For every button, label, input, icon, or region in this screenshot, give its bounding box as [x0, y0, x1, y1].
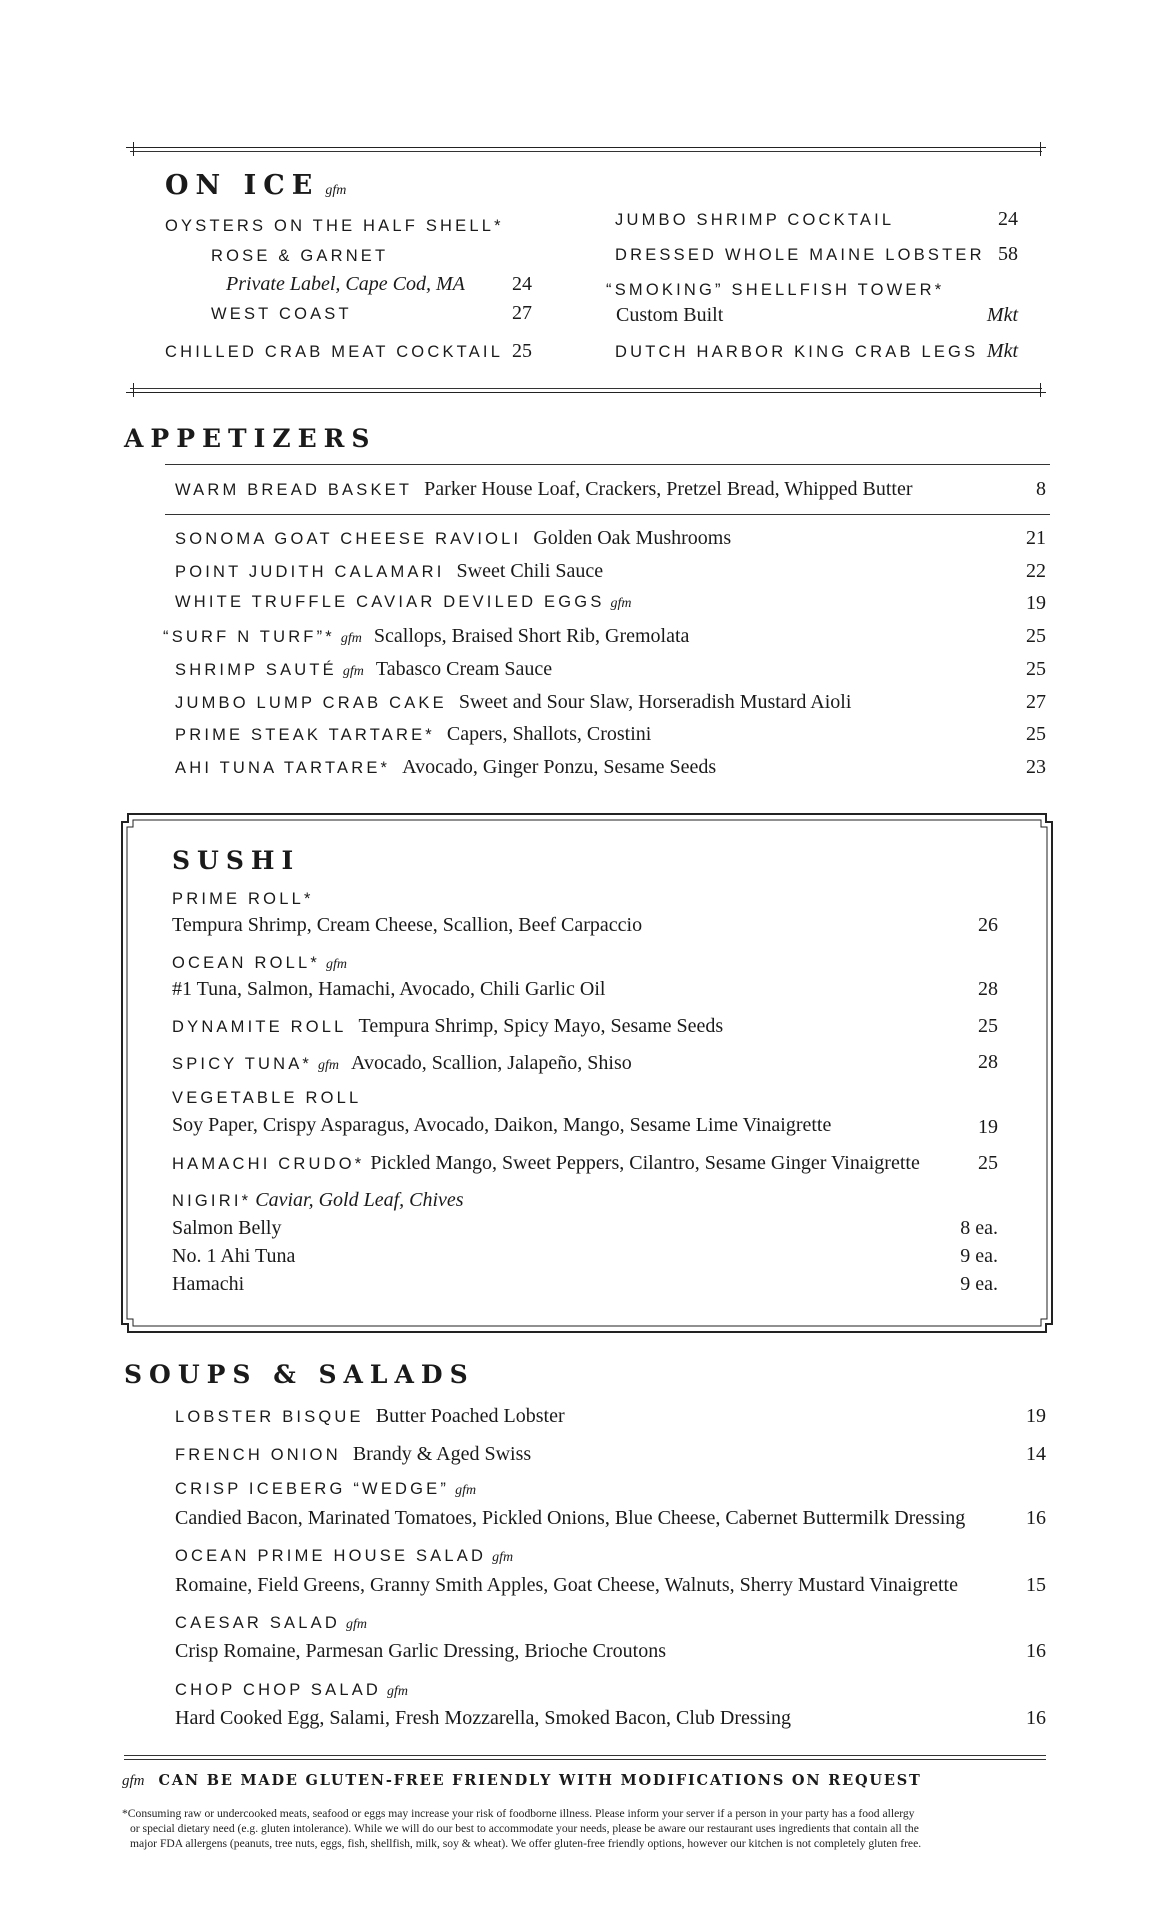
spicy-tuna-desc: Avocado, Scallion, Jalapeño, Shiso	[351, 1052, 632, 1074]
gfm-mark: gfm	[318, 1058, 340, 1073]
sushi-title: SUSHI	[172, 846, 301, 875]
chop-chop-name: CHOP CHOP SALAD	[175, 1681, 382, 1699]
vegetable-roll-desc: Soy Paper, Crispy Asparagus, Avocado, Daikon, Mango, Sesame Lime Vinaigrette	[172, 1114, 832, 1136]
bottom-rule-left-tick	[133, 383, 134, 397]
footer-rule-bottom	[124, 1759, 1046, 1760]
vegetable-roll-price: 19	[978, 1116, 998, 1138]
dynamite-roll-price: 25	[978, 1015, 998, 1037]
appetizer-desc: Sweet Chili Sauce	[456, 560, 604, 582]
maine-lobster-label: DRESSED WHOLE MAINE LOBSTER	[615, 246, 985, 264]
spicy-tuna-row	[172, 1052, 632, 1075]
appetizer-name: JUMBO LUMP CRAB CAKE	[175, 694, 447, 712]
top-rule-inner	[130, 151, 1042, 152]
appetizer-row	[175, 593, 632, 612]
chop-chop-row	[175, 1681, 408, 1700]
bread-basket-name: WARM BREAD BASKET	[175, 481, 413, 499]
nigiri-item-name: Hamachi	[172, 1273, 245, 1295]
gfm-mark: gfm	[122, 1773, 145, 1789]
hamachi-crudo-row	[172, 1152, 920, 1175]
house-salad-row	[175, 1547, 513, 1566]
house-salad-name: OCEAN PRIME HOUSE SALAD	[175, 1547, 487, 1565]
top-rule	[126, 147, 1046, 148]
bottom-rule-inner	[130, 388, 1042, 389]
appetizer-desc: Capers, Shallots, Crostini	[446, 723, 652, 745]
lobster-bisque-desc: Butter Poached Lobster	[375, 1405, 565, 1427]
soups-salads-title: SOUPS & SALADS	[124, 1360, 475, 1389]
appetizer-desc: Tabasco Cream Sauce	[375, 658, 553, 680]
bread-basket-price: 8	[1036, 478, 1046, 500]
gfm-mark: gfm	[325, 183, 347, 198]
appetizer-row	[175, 723, 651, 746]
hamachi-crudo-desc: Pickled Mango, Sweet Peppers, Cilantro, Sesame Ginger Vinaigrette	[370, 1152, 920, 1174]
appetizer-name: SHRIMP SAUTÉ	[175, 661, 337, 679]
wedge-price: 16	[1026, 1507, 1046, 1529]
top-rule-left-tick	[133, 142, 134, 156]
prime-roll-price: 26	[978, 914, 998, 936]
nigiri-name: NIGIRI*	[172, 1192, 252, 1210]
nigiri-item-price: 8 ea.	[960, 1217, 998, 1239]
bottom-rule	[126, 392, 1046, 393]
bottom-rule-right-tick	[1040, 383, 1041, 397]
caesar-price: 16	[1026, 1640, 1046, 1662]
house-salad-desc: Romaine, Field Greens, Granny Smith Apples, Goat Cheese, Walnuts, Sherry Mustard Vinaigrette	[175, 1574, 958, 1596]
dynamite-roll-row	[172, 1015, 723, 1038]
hamachi-crudo-price: 25	[978, 1152, 998, 1174]
appetizer-row	[175, 560, 603, 583]
west-coast-label: WEST COAST	[211, 305, 352, 323]
gfm-mark: gfm	[492, 1550, 514, 1565]
nigiri-desc: Caviar, Gold Leaf, Chives	[255, 1189, 464, 1211]
appetizers-rule-bottom	[165, 514, 1050, 515]
king-crab-price: Mkt	[986, 340, 1018, 362]
appetizer-desc: Scallops, Braised Short Rib, Gremolata	[373, 625, 690, 647]
appetizer-row	[175, 527, 731, 550]
prime-roll-name: PRIME ROLL*	[172, 890, 314, 908]
spicy-tuna-price: 28	[978, 1051, 998, 1073]
appetizer-price: 21	[1026, 527, 1046, 549]
appetizers-rule-top	[165, 464, 1050, 465]
ocean-roll-price: 28	[978, 978, 998, 1000]
appetizer-row	[163, 625, 689, 648]
appetizer-name: “SURF N TURF”*	[163, 628, 335, 646]
gfm-mark: gfm	[345, 1617, 367, 1632]
gluten-note-text: CAN BE MADE GLUTEN-FREE FRIENDLY WITH MODIFICATIONS ON REQUEST	[158, 1772, 922, 1789]
shellfish-tower-label: “SMOKING” SHELLFISH TOWER*	[606, 281, 945, 299]
appetizer-price: 22	[1026, 560, 1046, 582]
spicy-tuna-name: SPICY TUNA*	[172, 1055, 313, 1073]
appetizers-title: APPETIZERS	[124, 424, 377, 453]
disclaimer-line-1: *Consuming raw or undercooked meats, seafood or eggs may increase your risk of foodborne illness. Please inform your server if a person in your party has a food allergy	[122, 1807, 915, 1820]
dynamite-roll-desc: Tempura Shrimp, Spicy Mayo, Sesame Seeds	[358, 1015, 724, 1037]
rose-garnet-detail: Private Label, Cape Cod, MA	[226, 273, 465, 295]
shrimp-cocktail-price: 24	[998, 208, 1018, 230]
disclaimer	[122, 1806, 921, 1851]
shellfish-tower-detail: Custom Built	[616, 304, 724, 326]
ocean-roll-row	[172, 954, 347, 973]
on-ice-heading	[165, 170, 346, 201]
appetizer-price: 25	[1026, 658, 1046, 680]
king-crab-label: DUTCH HARBOR KING CRAB LEGS	[615, 343, 979, 361]
footer-rule-top	[124, 1755, 1046, 1756]
caesar-row	[175, 1614, 367, 1633]
gfm-mark: gfm	[342, 664, 364, 679]
appetizer-desc: Golden Oak Mushrooms	[533, 527, 732, 549]
lobster-bisque-row	[175, 1405, 565, 1428]
gluten-note	[122, 1772, 922, 1790]
chop-chop-desc: Hard Cooked Egg, Salami, Fresh Mozzarella, Smoked Bacon, Club Dressing	[175, 1707, 791, 1729]
vegetable-roll-name: VEGETABLE ROLL	[172, 1089, 362, 1107]
crab-meat-cocktail-price: 25	[512, 340, 532, 362]
wedge-row	[175, 1480, 476, 1499]
on-ice-title: ON ICE	[165, 170, 320, 201]
dynamite-roll-name: DYNAMITE ROLL	[172, 1018, 347, 1036]
lobster-bisque-price: 19	[1026, 1405, 1046, 1427]
appetizer-row	[175, 658, 552, 681]
chop-chop-price: 16	[1026, 1707, 1046, 1729]
appetizer-name: POINT JUDITH CALAMARI	[175, 563, 445, 581]
french-onion-desc: Brandy & Aged Swiss	[352, 1443, 532, 1465]
caesar-desc: Crisp Romaine, Parmesan Garlic Dressing, Brioche Croutons	[175, 1640, 667, 1662]
french-onion-name: FRENCH ONION	[175, 1446, 341, 1464]
ocean-roll-desc: #1 Tuna, Salmon, Hamachi, Avocado, Chili Garlic Oil	[172, 978, 606, 1000]
appetizer-desc: Sweet and Sour Slaw, Horseradish Mustard Aioli	[458, 691, 852, 713]
gfm-mark: gfm	[455, 1483, 477, 1498]
appetizer-row	[175, 691, 851, 714]
caesar-name: CAESAR SALAD	[175, 1614, 340, 1632]
bread-basket-row	[175, 478, 913, 501]
french-onion-row	[175, 1443, 531, 1466]
appetizer-name: PRIME STEAK TARTARE*	[175, 726, 435, 744]
gfm-mark: gfm	[610, 596, 632, 611]
maine-lobster-price: 58	[998, 243, 1018, 265]
house-salad-price: 15	[1026, 1574, 1046, 1596]
appetizer-price: 27	[1026, 691, 1046, 713]
appetizer-name: WHITE TRUFFLE CAVIAR DEVILED EGGS	[175, 593, 605, 611]
nigiri-item-price: 9 ea.	[960, 1273, 998, 1295]
wedge-desc: Candied Bacon, Marinated Tomatoes, Pickled Onions, Blue Cheese, Cabernet Buttermilk Dressing	[175, 1507, 966, 1529]
hamachi-crudo-name: HAMACHI CRUDO*	[172, 1155, 365, 1173]
prime-roll-desc: Tempura Shrimp, Cream Cheese, Scallion, Beef Carpaccio	[172, 914, 643, 936]
top-rule-right-tick	[1040, 142, 1041, 156]
crab-meat-cocktail-label: CHILLED CRAB MEAT COCKTAIL	[165, 343, 504, 361]
wedge-name: CRISP ICEBERG “WEDGE”	[175, 1480, 450, 1498]
gfm-mark: gfm	[387, 1684, 409, 1699]
appetizer-price: 25	[1026, 625, 1046, 647]
appetizer-price: 25	[1026, 723, 1046, 745]
rose-garnet-price: 24	[512, 273, 532, 295]
ocean-roll-name: OCEAN ROLL*	[172, 954, 320, 972]
bread-basket-desc: Parker House Loaf, Crackers, Pretzel Bread, Whipped Butter	[424, 478, 913, 500]
west-coast-price: 27	[512, 302, 532, 324]
appetizer-row	[175, 756, 716, 779]
nigiri-item-price: 9 ea.	[960, 1245, 998, 1267]
disclaimer-line-2: or special dietary need (e.g. gluten intolerance). While we will do our best to accommodate your needs, please be aware our restaurant uses ingredients that contain all the	[130, 1822, 919, 1835]
nigiri-item-name: No. 1 Ahi Tuna	[172, 1245, 296, 1267]
appetizer-price: 19	[1026, 592, 1046, 614]
nigiri-row	[172, 1189, 464, 1212]
appetizer-desc: Avocado, Ginger Ponzu, Sesame Seeds	[402, 756, 717, 778]
gfm-mark: gfm	[340, 631, 362, 646]
oysters-label: OYSTERS ON THE HALF SHELL*	[165, 217, 504, 235]
appetizer-price: 23	[1026, 756, 1046, 778]
lobster-bisque-name: LOBSTER BISQUE	[175, 1408, 364, 1426]
nigiri-item-name: Salmon Belly	[172, 1217, 282, 1239]
rose-garnet-label: ROSE & GARNET	[211, 247, 389, 265]
disclaimer-line-3: major FDA allergens (peanuts, tree nuts, eggs, fish, shellfish, milk, soy & wheat). We offer gluten-free friendly options, however our kitchen is not completely gluten free.	[130, 1837, 922, 1850]
shellfish-tower-price: Mkt	[986, 304, 1018, 326]
appetizer-name: SONOMA GOAT CHEESE RAVIOLI	[175, 530, 522, 548]
shrimp-cocktail-label: JUMBO SHRIMP COCKTAIL	[615, 211, 895, 229]
gfm-mark: gfm	[326, 957, 347, 972]
appetizer-name: AHI TUNA TARTARE*	[175, 759, 391, 777]
french-onion-price: 14	[1026, 1443, 1046, 1465]
